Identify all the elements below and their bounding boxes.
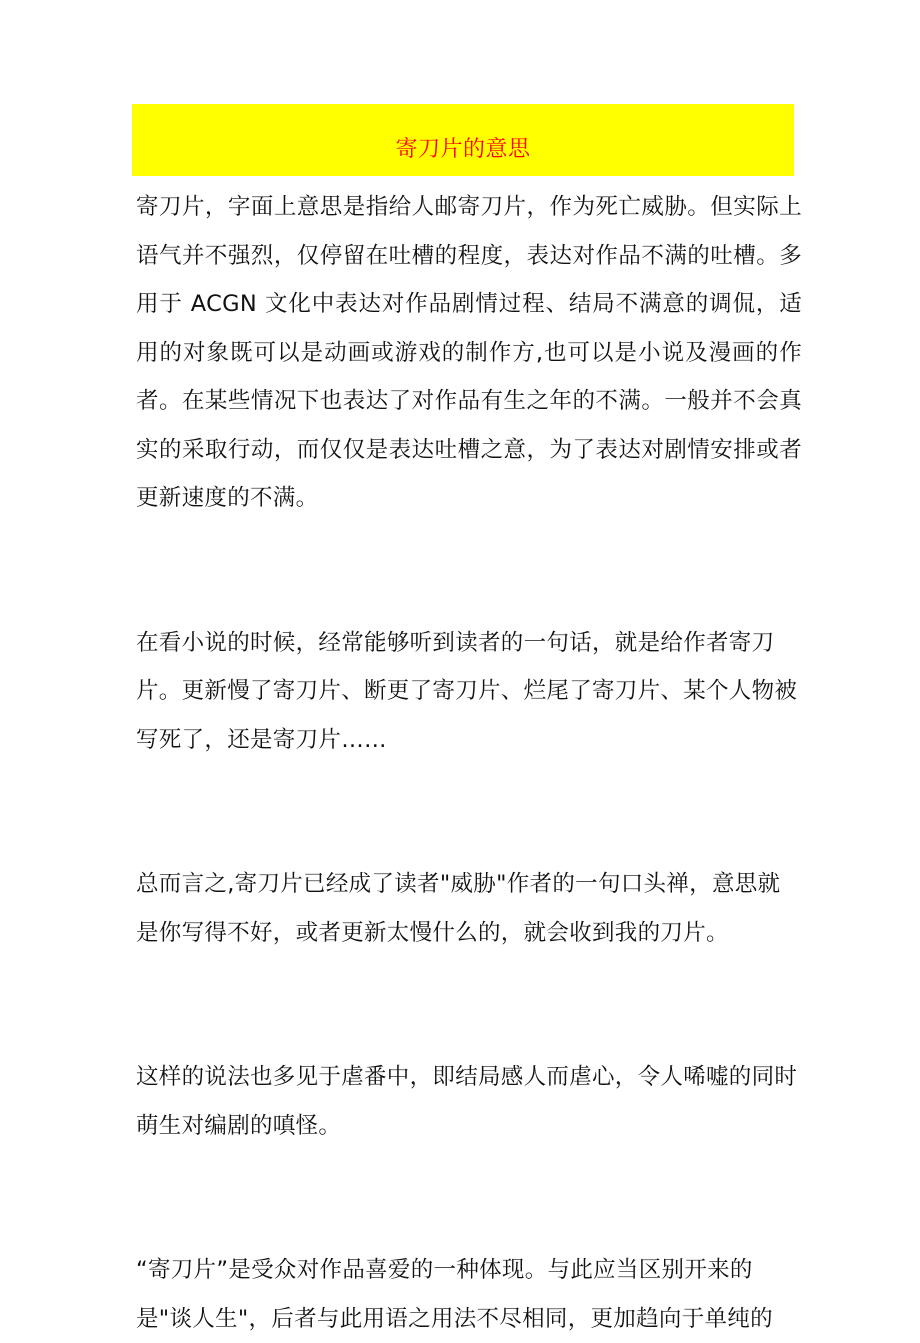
paragraph-distinction: “寄刀片”是受众对作品喜爱的一种体现。与此应当区别开来的是"谈人生"，后者与此用语之用法不尽相同，更加趋向于单纯的 bbox=[136, 1257, 773, 1332]
paragraph-gap bbox=[136, 764, 802, 860]
paragraph-gap bbox=[136, 1150, 802, 1246]
paragraph-summary: 总而言之,寄刀片已经成了读者"威胁"作者的一句口头禅，意思就是你写得不好，或者更新太慢什么的，就会收到我的刀片。 bbox=[136, 871, 781, 946]
paragraph-sad-anime: 这样的说法也多见于虐番中，即结局感人而虐心，令人唏嘘的同时萌生对编剧的嗔怪。 bbox=[136, 1064, 798, 1139]
document-title: 寄刀片的意思 bbox=[395, 136, 531, 162]
paragraph-gap bbox=[136, 523, 802, 619]
title-banner bbox=[132, 104, 794, 176]
paragraph-gap bbox=[136, 957, 802, 1053]
paragraph-definition: 寄刀片，字面上意思是指给人邮寄刀片，作为死亡威胁。但实际上语气并不强烈，仅停留在吐槽的程度，表达对作品不满的吐槽。多用于 ACGN 文化中表达对作品剧情过程、结局不满意的调侃，适用的对象既可以是动画或游戏的制作方,也可以是小说及漫画的作者。在某些情况下也表达了对作品有生之年的不满。一般并不会真实的采取行动，而仅仅是表达吐槽之意，为了表达对剧情安排或者更新速度的不满。 bbox=[136, 194, 802, 511]
document-body bbox=[136, 183, 802, 1343]
paragraph-novel-readers: 在看小说的时候，经常能够听到读者的一句话，就是给作者寄刀片。更新慢了寄刀片、断更了寄刀片、烂尾了寄刀片、某个人物被写死了，还是寄刀片…… bbox=[136, 629, 798, 753]
